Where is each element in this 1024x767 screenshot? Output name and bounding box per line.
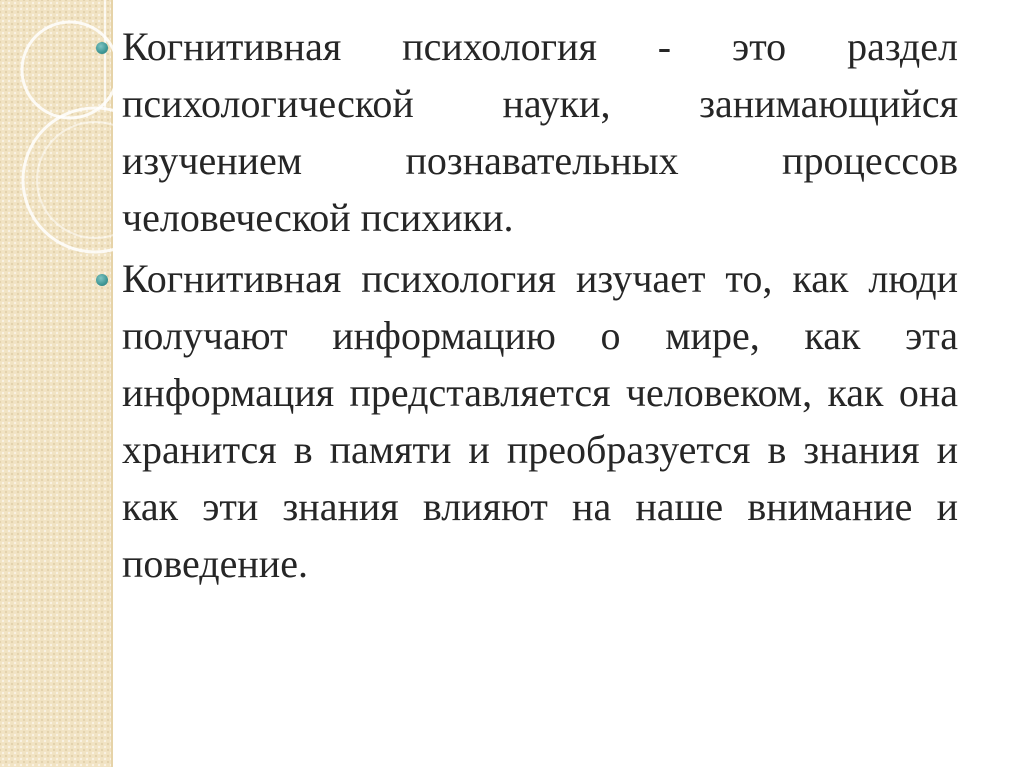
teal-dot-icon — [96, 42, 108, 54]
bullet-text-2: Когнитивная психология изучает то, как люди получают информацию о мире, как эта информация представляется человеком, как она хранится в памяти и преобразуется в знания и как эти знания влияют на наше внимание и поведение. — [122, 256, 958, 586]
bullet-text-1: Когнитивная психология - это раздел психологической науки, занимающийся изучением познавательных процессов человеческой психики. — [122, 24, 958, 240]
bullet-list — [90, 18, 958, 596]
bullet-item-2 — [90, 250, 958, 592]
teal-dot-icon — [96, 274, 108, 286]
bullet-item-1 — [90, 18, 958, 246]
